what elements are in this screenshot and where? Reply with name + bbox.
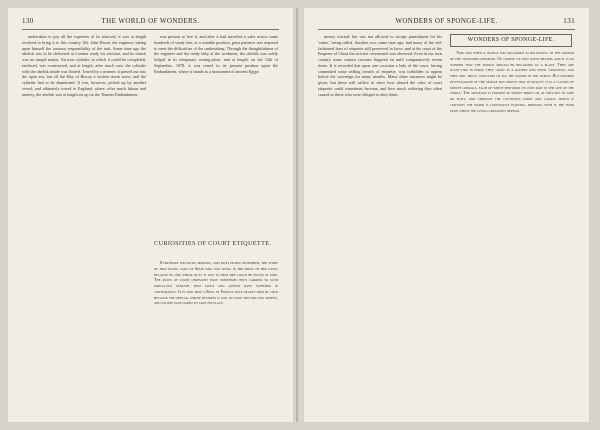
left-col2-text: was present to free it, and after it had travelled a safer across some hundreds of sandy feet, to a suitable position, great patience was required to meet the difficulties of the undertaking. Through the thoughtfulness of the engineer and the ready help of the workmen, the obelisk was safely lodged in its temporary resting-place, and at length, on the 12th of September, 1878, it was raised to its present position upon the Embankment, where it stands as a monument of ancient Egypt. bbox=[154, 34, 278, 74]
left-column-1 bbox=[22, 34, 146, 419]
right-page-number: 131 bbox=[563, 17, 575, 25]
left-header-rule bbox=[22, 29, 279, 30]
section-title-court-etiquette: CURIOSITIES OF COURT ETIQUETTE. bbox=[154, 240, 272, 247]
left-column-2 bbox=[154, 34, 278, 232]
book-gutter bbox=[296, 8, 298, 422]
right-column-2 bbox=[450, 50, 574, 113]
left-page-number: 130 bbox=[22, 17, 34, 25]
right-running-head: WONDERS OF SPONGE-LIFE. bbox=[395, 17, 498, 25]
sponge-life-heading-box: WONDERS OF SPONGE-LIFE. bbox=[450, 34, 572, 47]
left-col1-text: undertaken to pay all the expenses of its removal, it was at length resolved to bring it to this country. Mr. John Dixon, the engineer, taking upon himself the onerous responsibility of the task. Some time ago the obelisk was to be delivered in London ready for erection, and its transit was no simple matter. An iron cylinder, in which it could be completely enclosed, was constructed, and at length, after much care, the cylinder with the obelisk inside was floated. Towed by a steamer, it passed out into the open sea, but off the Bay of Biscay a violent storm arose, and the cylinder had to be abandoned. It was, however, picked up by another vessel, and ultimately towed to England, where, after much labour and anxiety, the obelisk was at length set up on the Thames Embankment. bbox=[22, 34, 147, 97]
right-col1-text: money toward, but was not allowed to escape punishment for his 'crime,' being called. Another, too, some time ago, had many of the old-fashioned laws of etiquette still preserved in force, and at the court of the Emperor of China the strictest ceremonial was observed. Even in our own country some curious customs lingered on until comparatively recent times. It is recorded that upon one occasion a lady of the court, having committed some trifling breach of etiquette, was forbidden to appear before the sovereign for many months. Many other instances might be given, but these will suffice to show how absurd the rules of court etiquette could sometimes become, and how much suffering they often caused to those who were obliged to obey them. bbox=[318, 34, 442, 97]
left-running-header bbox=[22, 16, 279, 27]
left-col2b-text: Everybody has read, perhaps, and most people remember, the story of that royal lady of Spain who was dying in the midst of her court because no one whose duty it was to help her could be found in time. The rules of court ceremony have sometimes been carried to such ridiculous lengths that kings and queens have suffered in consequence. It is said that a King of France once nearly died of cold because the official whose business it was to light the fire was absent, and no one else dared to take his place. bbox=[154, 260, 278, 306]
right-running-header bbox=[318, 16, 575, 27]
right-header-rule bbox=[318, 29, 575, 30]
right-column-1 bbox=[318, 34, 442, 419]
left-running-head: THE WORLD OF WONDERS. bbox=[101, 17, 200, 25]
right-col2-text: Time was when a sponge was regarded as belonging to the domain of the vegetable kingdom. Of course we now know better, and it is no wonder that the sponge should be regarded as a plant. They are plant-like in form; they grow in a rooted and fixed condition; and they are, truly, dwellers of all the waters in the world. But further investigation of the sponge has shown that in reality it is a colony of minute animals, each of which performs its own part in the life of the whole. The skeleton is formed of horny fibres or of spicules of lime or flint, and through the countless pores and canals which it contains the water is constantly flowing, bringing with it the food upon which the living creatures depend. bbox=[450, 50, 574, 113]
right-page bbox=[304, 8, 589, 422]
left-column-2-lower bbox=[154, 260, 278, 306]
left-page bbox=[8, 8, 293, 422]
